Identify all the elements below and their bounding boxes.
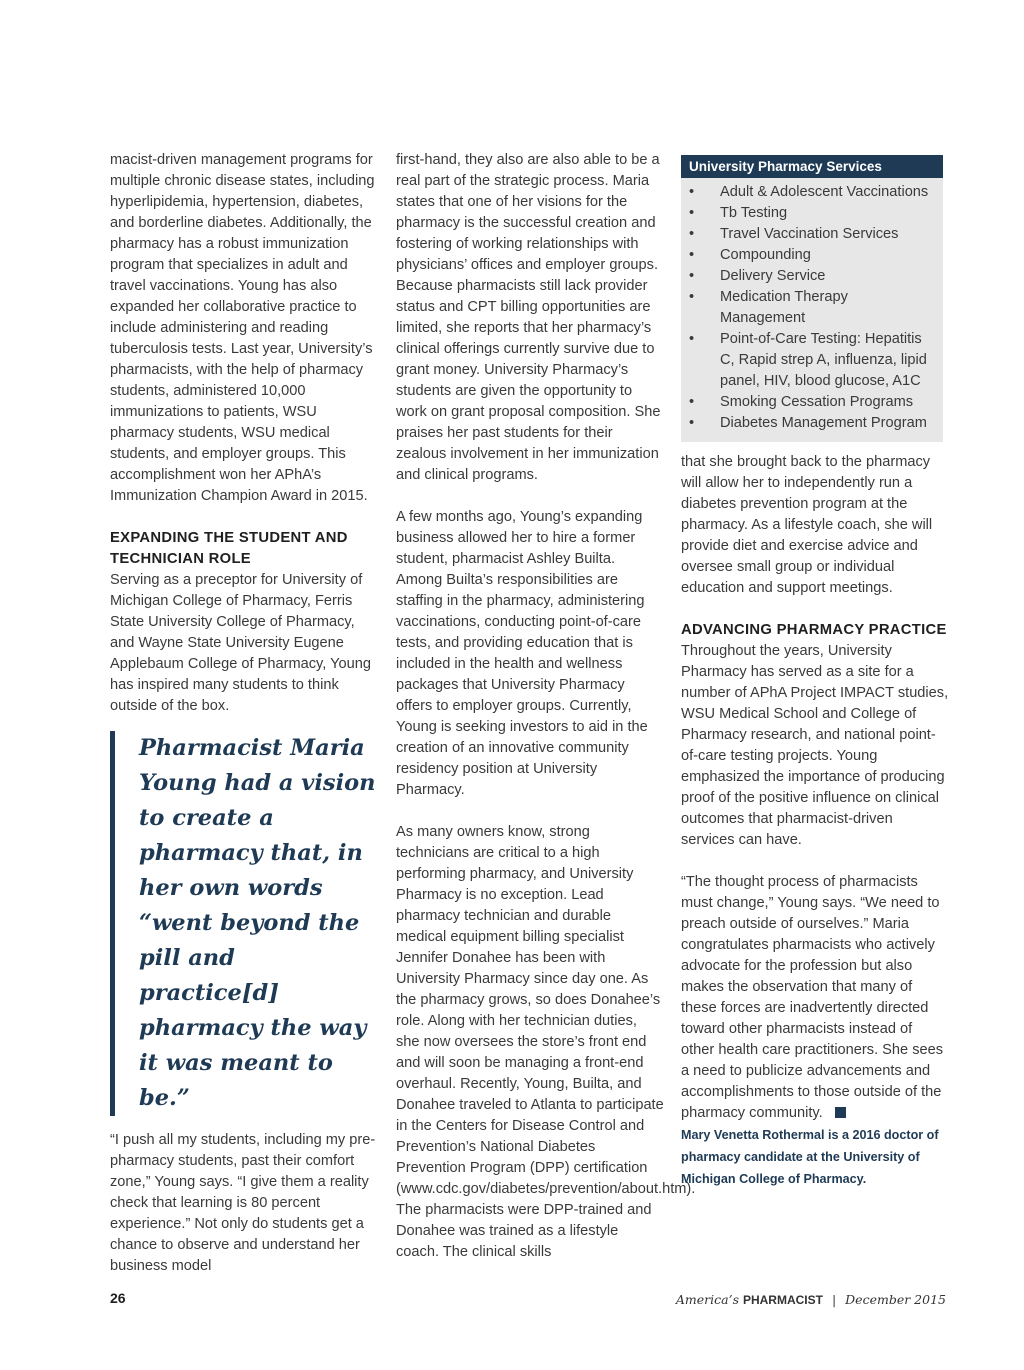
column-1 [110,150,378,1277]
page-number: 26 [110,1290,126,1306]
list-item: • Compounding [689,245,937,266]
bullet-icon: • [689,331,695,347]
list-item: • Travel Vaccination Services [689,224,937,245]
body-paragraph: first-hand, they also are also able to be a real part of the strategic process. Maria states that one of her visions for the pharmacy is the successful creation and fostering of working relationships with physicians’ offices and employer groups. Because pharmacists still lack provider status and CPT billing opportunities are limited, she reports that her pharmacy’s clinical offerings currently survive due to grant money. University Pharmacy’s students are given the opportunity to work on grant proposal composition. She praises her past students for their zealous involvement in her immunization and clinical programs. [396,152,661,483]
bullet-icon: • [689,289,695,305]
bullet-icon: • [689,268,695,284]
body-paragraph: A few months ago, Young’s expanding business allowed her to hire a former student, pharmacist Ashley Builta. Among Builta’s responsibilities are staffing in the pharmacy, administering vaccinations, conducting point-of-care tests, and providing education that is included in the health and wellness packages that University Pharmacy offers to employer groups. Currently, Young is seeking investors to aid in the creation of an innovative community residency position at University Pharmacy. [396,509,648,798]
list-item: • Tb Testing [689,203,937,224]
bullet-icon: • [689,247,695,263]
end-mark-icon [835,1107,846,1118]
list-item: • Delivery Service [689,266,937,287]
footer-separator: | [831,1292,837,1307]
body-paragraph: Serving as a preceptor for University of Michigan College of Pharmacy, Ferris State University College of Pharmacy, and Wayne State University Eugene Applebaum College of Pharmacy, Young has inspired many students to think outside of the box. [110,572,371,714]
list-item: • Point-of-Care Testing: Hepatitis C, Rapid strep A, influenza, lipid panel, HIV, blood glucose, A1C [689,331,927,389]
body-paragraph: Throughout the years, University Pharmacy has served as a site for a number of APhA Project IMPACT studies, WSU Medical School and College of Pharmacy research, and national point-of-care testing projects. Young emphasized the importance of producing proof of the positive influence on clinical outcomes that pharmacist-driven services can have. [681,643,949,848]
section-heading: ADVANCING PHARMACY PRACTICE [681,622,947,638]
section-heading: EXPANDING THE STUDENT AND TECHNICIAN ROLE [110,530,348,567]
list-item: • Adult & Adolescent Vaccinations [689,182,937,203]
magazine-brand: PHARMACIST [742,1293,823,1307]
magazine-masthead [676,1292,946,1307]
services-list [681,178,943,442]
bullet-icon: • [689,184,695,200]
page-footer [110,1290,946,1312]
pull-quote: Pharmacist Maria Young had a vision to create a pharmacy that, in her own words “went beyond the pill and practice[d] pharmacy the way it was meant to be.” [110,731,378,1116]
body-paragraph: “The thought process of pharmacists must change,” Young says. “We need to preach outside of ourselves.” Maria congratulates pharmacists who actively advocate for the profession but also makes the observation that many of these forces are inadvertently directed toward other pharmacists instead of other health care practitioners. She sees a need to publicize advancements and accomplishments to those outside of the pharmacy community. [681,874,944,1121]
column-2 [396,150,696,1263]
sidebar-title: University Pharmacy Services [681,155,943,178]
bullet-icon: • [689,415,695,431]
bullet-icon: • [689,226,695,242]
bullet-icon: • [689,205,695,221]
bullet-icon: • [689,394,695,410]
column-3 [681,150,949,1190]
list-item: • Medication Therapy Management [689,289,848,326]
issue-date: December 2015 [845,1292,946,1307]
body-paragraph: that she brought back to the pharmacy will allow her to independently run a diabetes prevention program at the pharmacy. As a lifestyle coach, she will provide diet and exercise advice and oversee small group or individual education and support meetings. [681,454,933,596]
magazine-prefix: America’s [675,1292,739,1307]
body-paragraph: macist-driven management programs for multiple chronic disease states, including hyperlipidemia, hypertension, diabetes, and borderline diabetes. Additionally, the pharmacy has a robust immunization program that specializes in adult and travel vaccinations. Young has also expanded her collaborative practice to include administering and reading tuberculosis tests. Last year, University’s pharmacists, with the help of pharmacy students, administered 10,000 immunizations to patients, WSU pharmacy students, WSU medical students, and employer groups. This accomplishment won her APhA’s Immunization Champion Award in 2015. [110,152,375,504]
services-sidebar [681,155,943,442]
list-item: • Diabetes Management Program [689,413,937,434]
author-bio: Mary Venetta Rothermal is a 2016 doctor of pharmacy candidate at the University of Michigan College of Pharmacy. [681,1128,939,1186]
body-paragraph: As many owners know, strong technicians are critical to a high performing pharmacy, and University Pharmacy is no exception. Lead pharmacy technician and durable medical equipment billing specialist Jennifer Donahee has been with University Pharmacy since day one. As the pharmacy grows, so does Donahee’s role. Along with her technician duties, she now oversees the store’s front end and will soon be managing a front-end overhaul. Recently, Young, Builta, and Donahee traveled to Atlanta to participate in the Centers for Disease Control and Prevention’s National Diabetes Prevention Program (DPP) certification (www.cdc.gov/diabetes/prevention/about.htm). The pharmacists were DPP-trained and Donahee was trained as a lifestyle coach. The clinical skills [396,824,696,1260]
body-paragraph: “I push all my students, including my pre-pharmacy students, past their comfort zone,” Young says. “I give them a reality check that learning is 80 percent experience.” Not only do students get a chance to observe and understand her business model [110,1132,376,1274]
list-item: • Smoking Cessation Programs [689,392,937,413]
